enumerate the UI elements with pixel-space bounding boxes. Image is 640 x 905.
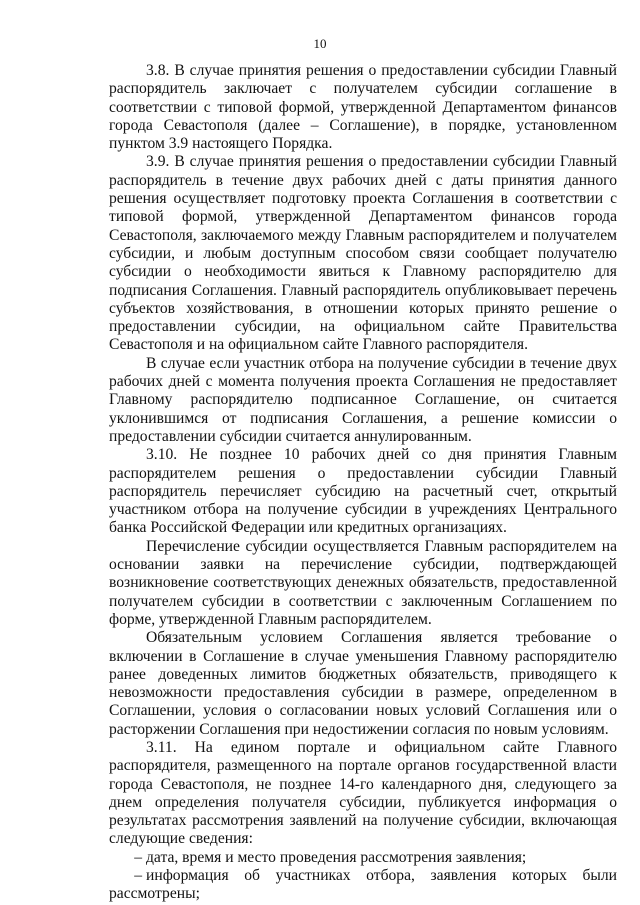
paragraph-refusal-case: В случае если участник отбора на получение субсидии в течение двух рабочих дней с момента получения проекта Соглашения не предоставляет Главному распорядителю подписанное Соглашение, он считается уклонившимся от подписания Соглашения, а решение комиссии о предоставлении субсидии считается аннулированным. — [109, 354, 617, 445]
document-body — [109, 62, 617, 904]
list-item — [109, 849, 617, 867]
list-dash: – — [134, 848, 142, 866]
list-item-text: информация об участниках отбора, заявления которых были рассмотрены; — [109, 867, 617, 903]
paragraph-3-8: 3.8. В случае принятия решения о предоставлении субсидии Главный распорядитель заключает с получателем субсидии соглашение в соответствии с типовой формой, утвержденной Департаментом финансов города Севастополя (далее – Соглашение), в порядке, установленном пунктом 3.9 настоящего Порядка. — [109, 62, 617, 153]
paragraph-transfer: Перечисление субсидии осуществляется Главным распорядителем на основании заявки на перечисление субсидии, подтверждающей возникновение соответствующих денежных обязательств, предоставленной получателем субсидии в соответствии с заключенным Соглашением по форме, утвержденной Главным распорядителем. — [109, 537, 617, 628]
page-number: 10 — [313, 36, 327, 51]
paragraph-3-11: 3.11. На едином портале и официальном сайте Главного распорядителя, размещенного на портале органов государственной власти города Севастополя, не позднее 14-го календарного дня, следующего за днем определения получателя субсидии, публикуется информация о результатах рассмотрения заявлений на получение субсидии, включающая следующие сведения: — [109, 738, 617, 848]
list-dash: – — [134, 867, 142, 885]
paragraph-3-9: 3.9. В случае принятия решения о предоставлении субсидии Главный распорядитель в течение двух рабочих дней с даты принятия данного решения осуществляет подготовку проекта Соглашения в соответствии с типовой формой, утвержденной Департаментом финансов города Севастополя, заключаемого между Главным распорядителем и получателем субсидии, и любым доступным способом связи сообщает получателю субсидии о необходимости явиться к Главному распорядителю для подписания Соглашения. Главный распорядитель опубликовывает перечень субъектов хозяйствования, в отношении которых принято решение о предоставлении субсидии, на официальном сайте Правительства Севастополя и на официальном сайте Главного распорядителя. — [109, 153, 617, 354]
paragraph-mandatory-condition: Обязательным условием Соглашения является требование о включении в Соглашение в случае уменьшения Главному распорядителю ранее доведенных лимитов бюджетных обязательств, приводящего к невозможности предоставления субсидии в размере, определенном в Соглашении, условия о согласовании новых условий Соглашения или о расторжении Соглашения при недостижении согласия по новым условиям. — [109, 629, 617, 738]
list-item-text: дата, время и место проведения рассмотрения заявления; — [146, 848, 527, 866]
paragraph-3-10: 3.10. Не позднее 10 рабочих дней со дня принятия Главным распорядителем решения о предоставлении субсидии Главный распорядитель перечисляет субсидию на расчетный счет, открытый участником отбора на получение субсидии в учреждениях Центрального банка Российской Федерации или кредитных организациях. — [109, 446, 617, 537]
list-item — [109, 867, 617, 904]
